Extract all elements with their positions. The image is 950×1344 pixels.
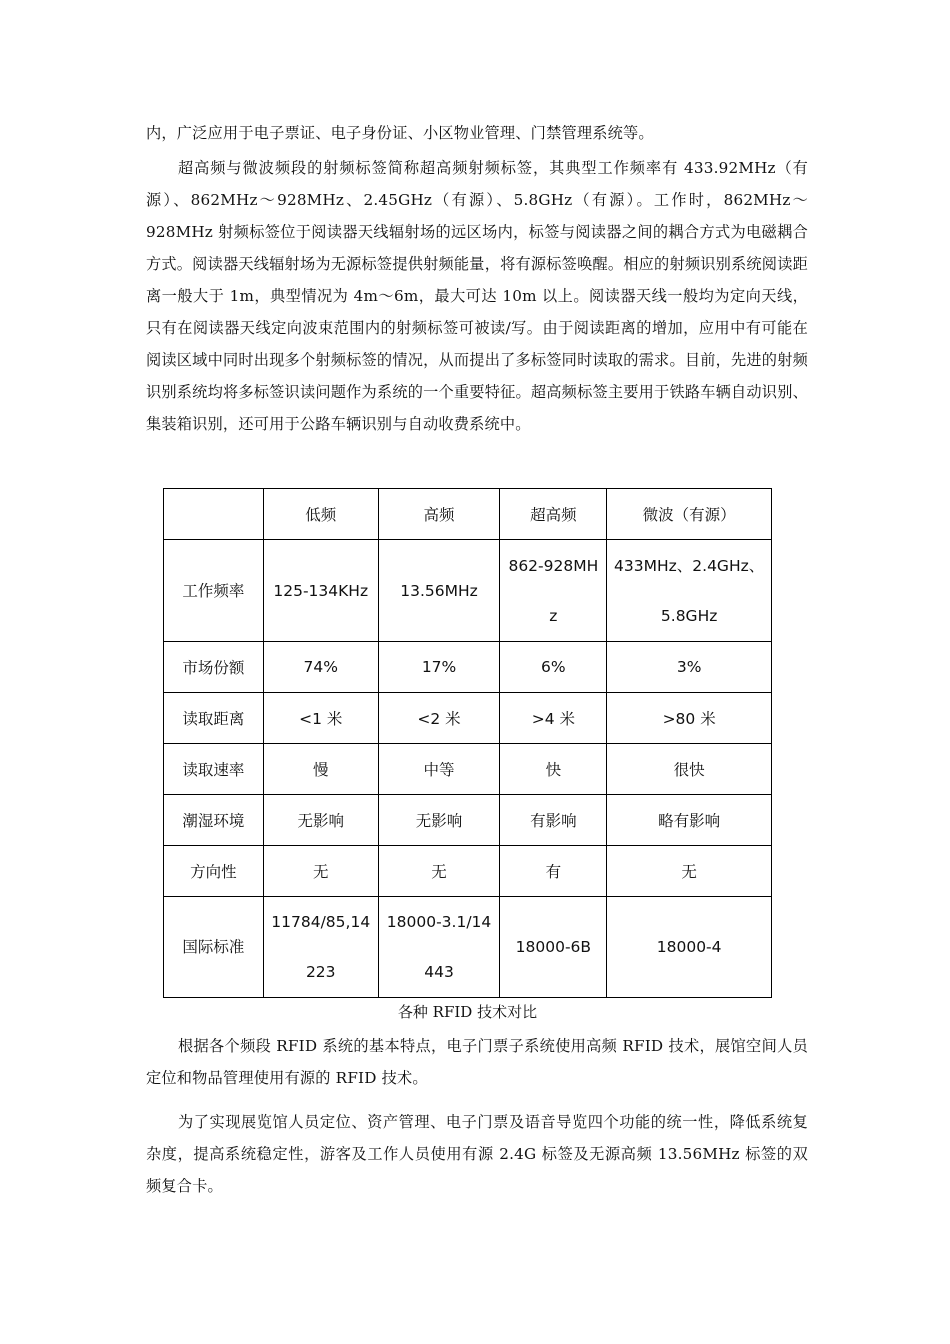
table-cell: 无影响 [263,795,378,846]
paragraph-dual-frequency-card: 为了实现展览馆人员定位、资产管理、电子门票及语音导览四个功能的统一性，降低系统复杂度，提高系统稳定性，游客及工作人员使用有源 2.4G 标签及无源高频 13.56MHz 标签的双频复合卡。 [146,1113,808,1195]
table-row-label: 工作频率 [164,540,264,642]
table-row-label: 市场份额 [164,642,264,693]
table-row [164,642,772,693]
table-cell: 无影响 [378,795,500,846]
table-caption: 各种 RFID 技术对比 [397,1003,538,1021]
table-header-row [164,489,772,540]
table-cell: <2 米 [378,693,500,744]
table-cell: 略有影响 [607,795,772,846]
table-cell: 快 [500,744,607,795]
table-row-label: 读取速率 [164,744,264,795]
table-row [164,897,772,998]
table-cell: 有影响 [500,795,607,846]
table-cell: 6% [500,642,607,693]
table-row [164,795,772,846]
table-cell: 18000-3.1/14443 [378,897,500,998]
table-row-label: 潮湿环境 [164,795,264,846]
table-cell: 17% [378,642,500,693]
table-cell: 很快 [607,744,772,795]
table-cell: 慢 [263,744,378,795]
table-row-label: 国际标准 [164,897,264,998]
table-cell: 无 [378,846,500,897]
table-header-cell: 超高频 [500,489,607,540]
table-cell: >4 米 [500,693,607,744]
table-cell: 74% [263,642,378,693]
table-row [164,846,772,897]
table-header-cell: 低频 [263,489,378,540]
table-row [164,693,772,744]
table-header-cell: 微波（有源） [607,489,772,540]
table-cell: 有 [500,846,607,897]
table-cell: 中等 [378,744,500,795]
table-row [164,744,772,795]
table-cell: 无 [607,846,772,897]
paragraph-intro-continuation: 内，广泛应用于电子票证、电子身份证、小区物业管理、门禁管理系统等。 [146,124,654,142]
table-cell: 125-134KHz [263,540,378,642]
table-row-label: 方向性 [164,846,264,897]
table-cell: 13.56MHz [378,540,500,642]
table-cell: 3% [607,642,772,693]
table-cell: <1 米 [263,693,378,744]
paragraph-subsystem-choice: 根据各个频段 RFID 系统的基本特点，电子门票子系统使用高频 RFID 技术，展馆空间人员定位和物品管理使用有源的 RFID 技术。 [146,1037,808,1087]
table-header-cell: 高频 [378,489,500,540]
table-cell: 无 [263,846,378,897]
table-row [164,540,772,642]
table-cell: >80 米 [607,693,772,744]
table-cell: 11784/85,14223 [263,897,378,998]
table-cell: 18000-6B [500,897,607,998]
table-row-label: 读取距离 [164,693,264,744]
table-cell: 862-928MHz [500,540,607,642]
table-cell: 18000-4 [607,897,772,998]
table-header-cell [164,489,264,540]
paragraph-uhf-tags: 超高频与微波频段的射频标签简称超高频射频标签，其典型工作频率有 433.92MHz（有源）、862MHz～928MHz、2.45GHz（有源）、5.8GHz（有源）。工作时，862MHz～928MHz 射频标签位于阅读器天线辐射场的远区场内，标签与阅读器之间的耦合方式为电磁耦合方式。阅读器天线辐射场为无源标签提供射频能量，将有源标签唤醒。相应的射频识别系统阅读距离一般大于 1m，典型情况为 4m～6m，最大可达 10m 以上。阅读器天线一般均为定向天线，只有在阅读器天线定向波束范围内的射频标签可被读/写。由于阅读距离的增加，应用中有可能在阅读区域中同时出现多个射频标签的情况，从而提出了多标签同时读取的需求。目前，先进的射频识别系统均将多标签识读问题作为系统的一个重要特征。超高频标签主要用于铁路车辆自动识别、集装箱识别，还可用于公路车辆识别与自动收费系统中。 [146,159,808,433]
rfid-comparison-table [163,488,772,998]
table-cell: 433MHz、2.4GHz、5.8GHz [607,540,772,642]
